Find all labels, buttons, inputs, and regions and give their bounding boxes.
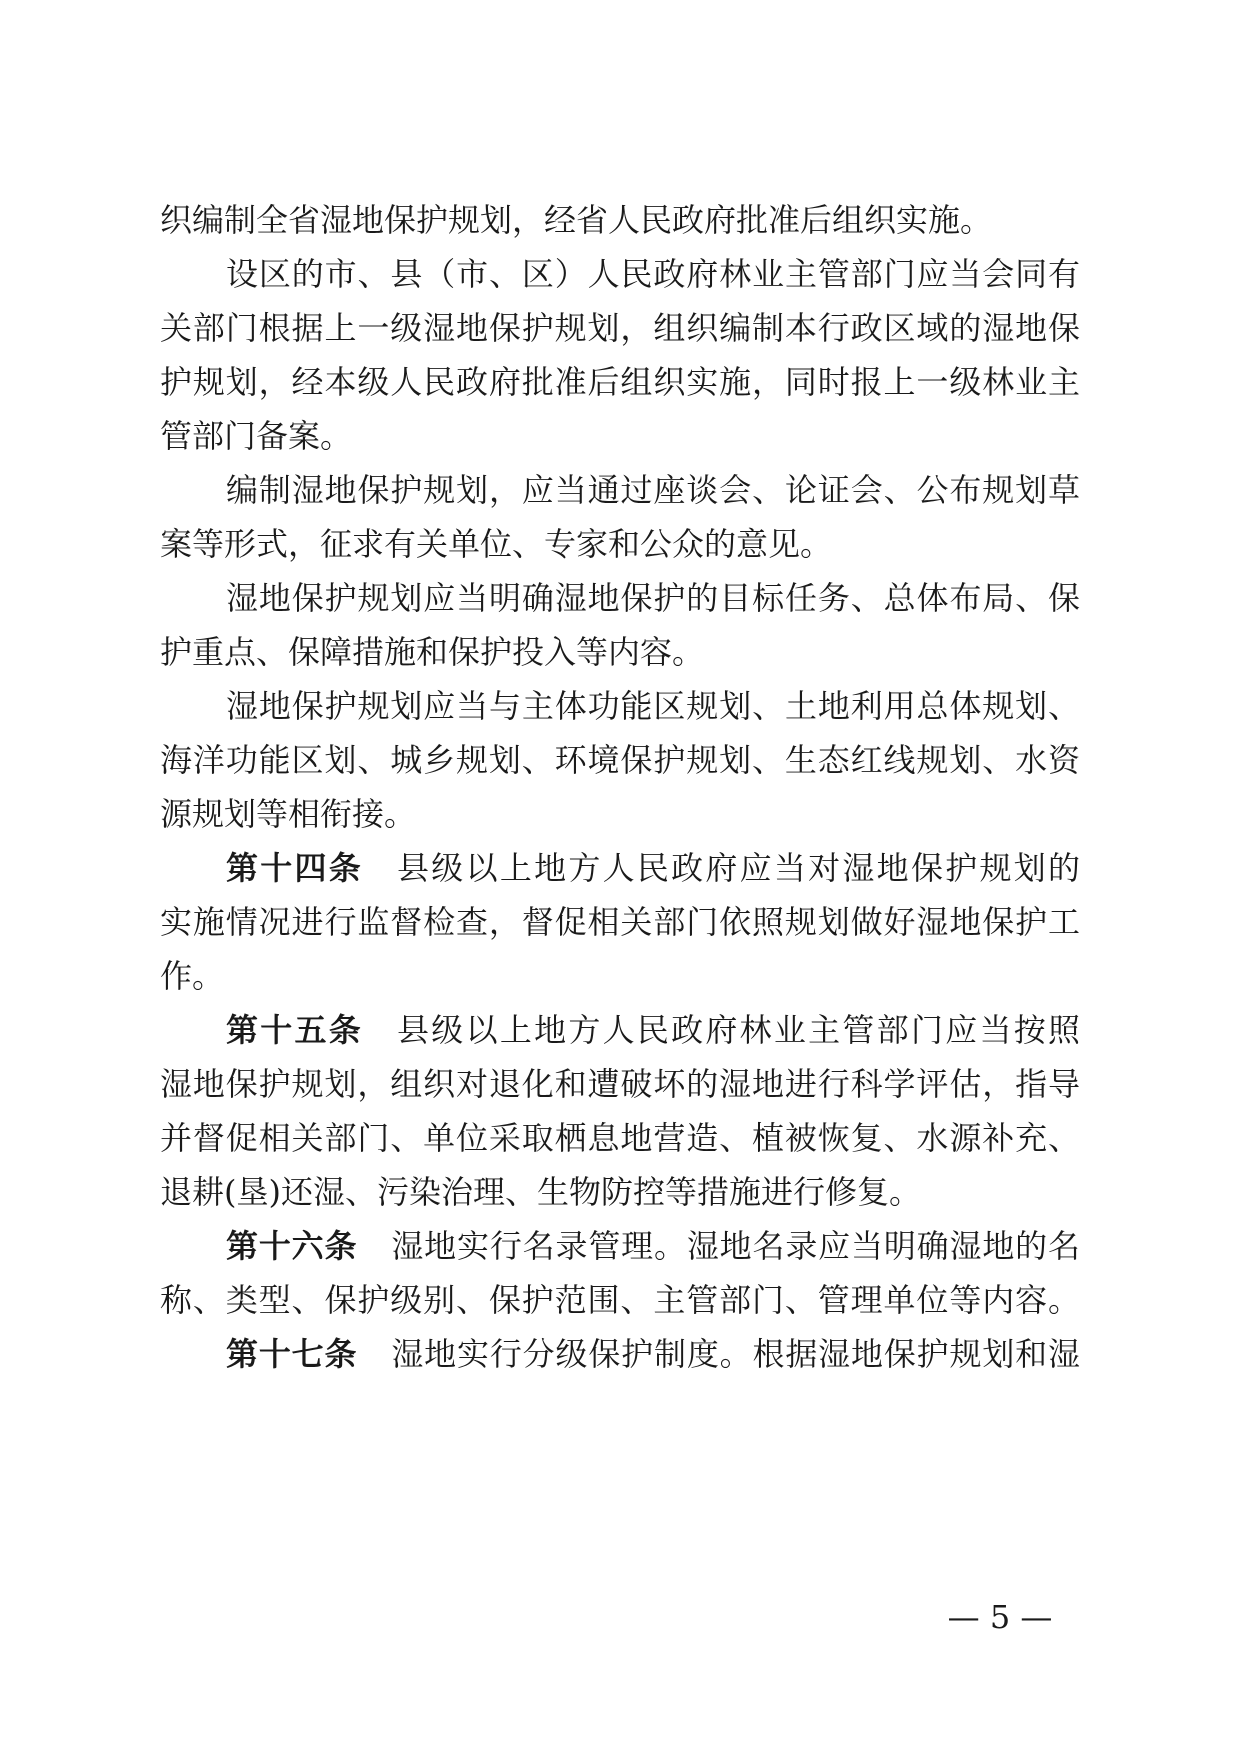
article-heading: 第十四条: [226, 849, 364, 887]
text-line: 称、类型、保护级别、保护范围、主管部门、管理单位等内容。: [160, 1281, 1080, 1319]
article-heading: 第十六条: [226, 1227, 358, 1265]
text-line: 县级以上地方人民政府林业主管部门应当按照: [397, 1011, 1080, 1049]
article-17-line: [226, 1329, 1080, 1379]
article-16-line: [226, 1221, 1080, 1271]
text-line: 编制湿地保护规划，应当通过座谈会、论证会、公布规划草: [226, 471, 1080, 509]
text-line: 护规划，经本级人民政府批准后组织实施，同时报上一级林业主: [160, 363, 1080, 401]
text-line: 管部门备案。: [160, 417, 353, 455]
text-line: 关部门根据上一级湿地保护规划，组织编制本行政区域的湿地保: [160, 309, 1080, 347]
article-heading: 第十五条: [226, 1011, 364, 1049]
article-14-line: [226, 843, 1080, 893]
text-line: 源规划等相衔接。: [160, 795, 417, 833]
article-heading: 第十七条: [226, 1335, 358, 1373]
text-line: 退耕(垦)还湿、污染治理、生物防控等措施进行修复。: [160, 1173, 921, 1211]
page-number: — 5 —: [947, 1598, 1053, 1636]
text-line: 设区的市、县（市、区）人民政府林业主管部门应当会同有: [226, 255, 1080, 293]
article-15-line: [226, 1005, 1080, 1055]
text-line: 湿地保护规划，组织对退化和遭破坏的湿地进行科学评估，指导: [160, 1065, 1080, 1103]
text-line: 作。: [160, 957, 225, 995]
text-line: 湿地保护规划应当与主体功能区规划、土地利用总体规划、: [226, 687, 1080, 725]
text-line: 县级以上地方人民政府应当对湿地保护规划的: [397, 849, 1080, 887]
text-line: 实施情况进行监督检查，督促相关部门依照规划做好湿地保护工: [160, 903, 1080, 941]
text-line: 湿地保护规划应当明确湿地保护的目标任务、总体布局、保: [226, 579, 1080, 617]
text-line: 案等形式，征求有关单位、专家和公众的意见。: [160, 525, 833, 563]
text-line: 护重点、保障措施和保护投入等内容。: [160, 633, 705, 671]
text-line: 湿地实行名录管理。湿地名录应当明确湿地的名: [391, 1227, 1080, 1265]
text-line: 并督促相关部门、单位采取栖息地营造、植被恢复、水源补充、: [160, 1119, 1080, 1157]
text-line: 海洋功能区划、城乡规划、环境保护规划、生态红线规划、水资: [160, 741, 1080, 779]
text-line: 织编制全省湿地保护规划，经省人民政府批准后组织实施。: [160, 201, 993, 239]
text-line: 湿地实行分级保护制度。根据湿地保护规划和湿: [391, 1335, 1080, 1373]
